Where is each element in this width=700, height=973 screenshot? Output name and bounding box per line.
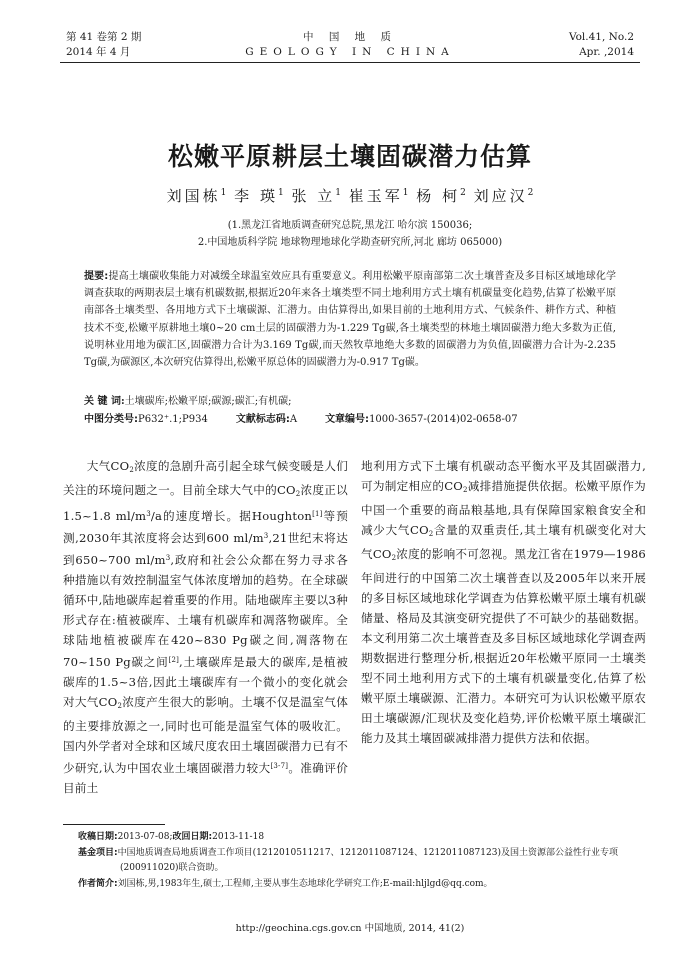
volume-issue: 第 41 卷第 2 期 2014 年 4 月 [66,31,142,58]
classification-line: 中图分类号:P632⁺.1;P934 文献标志码:A 文章编号:1000-3657-(2014)02-0658-07 [84,414,518,425]
body-column-right [361,456,646,748]
affiliation-2: 2.中国地质科学院 地球物理地球化学勘查研究所,河北 廊坊 065000) [197,237,503,248]
intro-paragraph-1: 大气$CO_2$浓度的急剧升高引起全球气候变暖是人们关注的环境问题之一。目前全球大气中的$CO_2$浓度正以1.5~1.8 $ml/m^3/a$的速度增长。据Houghton[1]等预测,2030年其浓度将会达到600 $ml/m^3,21$世纪末将达到650~700 $ml/m^3$,政府和社会公众都在努力寻求各种措施以有效控制温室气体浓度增加的趋势。在全球碳循环中,陆地碳库起着重要的作用。陆地碳库主要以3种形式存在:植被碳库、土壤有机碳库和凋落物碳库。全球陆地植被碳库在420~830 Pg碳之间,凋落物在70~150 Pg碳之间[2],土壤碳库是最大的碳库,是植被碳库的1.5~3倍,因此土壤碳库有一个微小的变化就会对大气$CO_2$浓度产生很大的影响。土壤不仅是温室气体的主要排放源之一,同时也可能是温室气体的吸收汇。国内外学者对全球和区域尺度农田土壤固碳潜力已有不少研究,认为中国农业土壤固碳潜力较大[3-7]。准确评价目前土 [63,459,349,795]
volume-issue-en: Vol.41, No.2 Apr. ,2014 [568,31,634,58]
abstract: 提要:提高土壤碳收集能力对减缓全球温室效应具有重要意义。利用松嫩平原南部第二次土壤普查及多目标区域地球化学调查获取的两期表层土壤有机碳数据,根据近20年来各土壤类型不同土地利用方式土壤有机碳量变化趋势,估算了松嫩平原南部各土壤类型、各用地方式下土壤碳源、汇潜力。由估算得出,如果目前的土地利用方式、气候条件、耕作方式、种植技术不变,松嫩平原耕地土壤0~20 cm土层的固碳潜力为-1.229 Tg碳,各土壤类型的林地土壤固碳潜力绝大多数为正值,说明林业用地为碳汇区,固碳潜力合计为3.169 Tg碳,而天然牧草地绝大多数的固碳潜力为负值,固碳潜力合计为-2.235 Tg碳,为碳源区,本次研究估算得出,松嫩平原总体的固碳潜力为-0.917 Tg碳。 [84,271,617,369]
footnote-dates: 收稿日期:2013-07-08;改回日期:2013-11-18 [78,832,265,842]
footnote-author: 作者简介:刘国栋,男,1983年生,硕士,工程师,主要从事生态地球化学研究工作;E-mail:hljlgd@qq.com。 [78,879,493,889]
keywords: 关 键 词:土壤碳库;松嫩平原;碳源;碳汇;有机碳; [84,396,292,407]
author-list: 刘国栋$^1$ 李 瑛$^1$ 张 立$^1$ 崔玉军$^1$ 杨 柯$^2$ 刘应汉$^2$ [166,187,534,205]
body-column-left [63,456,348,798]
paper-title: 松嫩平原耕层土壤固碳潜力估算 [167,142,532,171]
page-footer: http://geochina.cgs.gov.cn 中国地质, 2014, 41(2) [235,923,465,934]
header-rule [60,62,640,63]
footnote-funding: 基金项目:中国地质调查局地质调查工作项目(1212010511217、1212011087124、1212011087123)及国土资源部公益性行业专项 [78,848,618,858]
running-header [66,30,634,62]
footnote-funding-cont: (200911020)联合资助。 [120,863,224,873]
footnote-rule [63,824,165,825]
journal-name: 中 国 地 质 GEOLOGY IN CHINA [245,31,455,58]
affiliation-1: (1.黑龙江省地质调查研究总院,黑龙江 哈尔滨 150036; [227,220,473,231]
intro-paragraph-2: 地利用方式下土壤有机碳动态平衡水平及其固碳潜力,可为制定相应的$CO_2$减排措施提供依据。松嫩平原作为中国一个重要的商品粮基地,具有保障国家粮食安全和减少大气$CO_2$含量的双重责任,其土壤有机碳变化对大气$CO_2$浓度的影响不可忽视。黑龙江省在1979—1986年间进行的中国第二次土壤普查以及2005年以来开展的多目标区域地球化学调查为估算松嫩平原土壤有机碳储量、格局及其演变研究提供了不可缺少的基础数据。本文利用第二次土壤普查及多目标区域地球化学调查两期数据进行整理分析,根据近20年松嫩平原同一土壤类型不同土地利用方式下的土壤有机碳量变化,估算了松嫩平原土壤碳源、汇潜力。本研究可为认识松嫩平原农田土壤碳源/汇现状及变化趋势,评价松嫩平原土壤碳汇能力及其土壤固碳减排潜力提供方法和依据。 [361,459,647,745]
